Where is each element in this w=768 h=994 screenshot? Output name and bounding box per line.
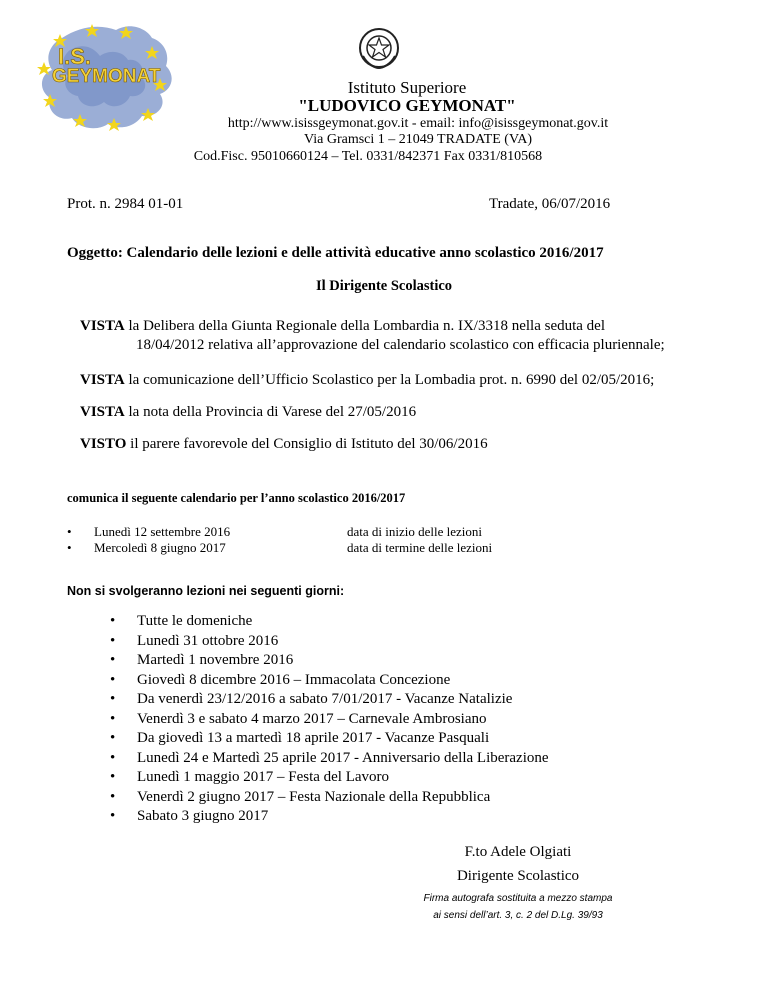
- institute-type: Istituto Superiore: [347, 78, 467, 97]
- bullet-icon: •: [110, 749, 116, 766]
- list-item: • Martedì 1 novembre 2016: [110, 651, 549, 671]
- list-item: • Da giovedì 13 a martedì 18 aprile 2017 - Vacanze Pasquali: [110, 729, 549, 749]
- bullet-icon: •: [110, 730, 116, 746]
- fiscal-code-phone: Cod.Fisc. 95010660124 – Tel. 0331/842371 Fax 0331/810568: [193, 149, 543, 164]
- document-date: Tradate, 06/07/2016: [489, 196, 611, 212]
- school-logo: [30, 20, 190, 138]
- bullet-icon: •: [67, 540, 72, 555]
- holidays-heading: Non si svolgeranno lezioni nei seguenti giorni:: [67, 584, 345, 598]
- bullet-icon: •: [110, 691, 116, 707]
- bullet-icon: •: [110, 671, 116, 688]
- logo-text-bottom: GEYMONAT: [52, 66, 161, 87]
- vista-paragraph: VISTA la comunicazione dell’Ufficio Scolastico per la Lombadia prot. n. 6990 del 02/05/2016;: [80, 372, 655, 388]
- institute-name: "LUDOVICO GEYMONAT": [298, 96, 516, 115]
- protocol-number: Prot. n. 2984 01-01: [67, 196, 184, 212]
- list-item: • Venerdì 3 e sabato 4 marzo 2017 – Carnevale Ambrosiano: [110, 710, 549, 730]
- list-item: • Sabato 3 giugno 2017: [110, 807, 549, 827]
- republic-emblem-icon: [357, 26, 401, 70]
- calendar-date: Lunedì 12 settembre 2016: [94, 524, 231, 539]
- signature-name: F.to Adele Olgiati: [464, 844, 572, 860]
- list-item: • Da venerdì 23/12/2016 a sabato 7/01/2017 - Vacanze Natalizie: [110, 690, 549, 710]
- website-email: http://www.isissgeymonat.gov.it - email: info@isissgeymonat.gov.it: [227, 116, 609, 131]
- signature-legal-reference: ai sensi dell’art. 3, c. 2 del D.Lg. 39/93: [433, 910, 603, 921]
- list-item: • Lunedì 31 ottobre 2016: [110, 632, 549, 652]
- signature-role: Dirigente Scolastico: [456, 868, 580, 884]
- calendar-date: Mercoledì 8 giugno 2017: [94, 540, 226, 555]
- bullet-icon: •: [110, 710, 116, 727]
- calendar-description: data di inizio delle lezioni: [347, 524, 483, 539]
- vista-paragraph: VISTA la Delibera della Giunta Regionale della Lombardia n. IX/3318 nella seduta del: [80, 318, 605, 334]
- visto-paragraph: VISTO il parere favorevole del Consiglio di Istituto del 30/06/2016: [80, 436, 488, 452]
- bullet-icon: •: [110, 632, 116, 649]
- list-item: • Tutte le domeniche: [110, 612, 549, 632]
- list-item: • Giovedì 8 dicembre 2016 – Immacolata Concezione: [110, 671, 549, 691]
- vista-paragraph: VISTA la nota della Provincia di Varese del 27/05/2016: [80, 404, 417, 420]
- list-item: • Lunedì 24 e Martedì 25 aprile 2017 - Anniversario della Liberazione: [110, 749, 549, 769]
- bullet-icon: •: [110, 788, 116, 805]
- list-item: • Venerdì 2 giugno 2017 – Festa Nazionale della Repubblica: [110, 788, 549, 808]
- bullet-icon: •: [110, 769, 116, 785]
- signature-note: Firma autografa sostituita a mezzo stampa: [423, 893, 613, 904]
- bullet-icon: •: [110, 613, 116, 629]
- calendar-description: data di termine delle lezioni: [347, 540, 493, 555]
- holidays-list: [110, 612, 549, 827]
- bullet-icon: •: [110, 808, 116, 824]
- bullet-icon: •: [67, 524, 72, 539]
- vista-paragraph-continuation: 18/04/2012 relativa all’approvazione del calendario scolastico con efficacia pluriennale;: [136, 337, 665, 353]
- address: Via Gramsci 1 – 21049 TRADATE (VA): [303, 132, 533, 147]
- dirigente-heading: Il Dirigente Scolastico: [315, 278, 453, 294]
- bullet-icon: •: [110, 652, 116, 668]
- list-item: • Lunedì 1 maggio 2017 – Festa del Lavoro: [110, 768, 549, 788]
- subject-line: Oggetto: Calendario delle lezioni e delle attività educative anno scolastico 2016/2017: [67, 245, 604, 261]
- logo-text-top: I.S.: [58, 44, 92, 69]
- calendar-intro: comunica il seguente calendario per l’anno scolastico 2016/2017: [67, 491, 406, 505]
